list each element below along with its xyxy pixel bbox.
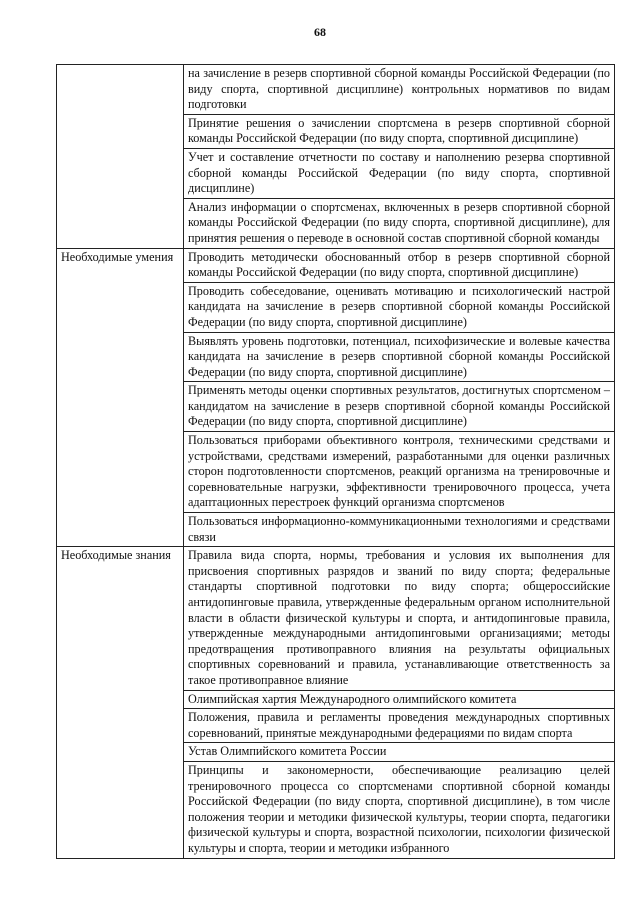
table-row xyxy=(57,65,615,115)
section-label-knowledge: Необходимые знания xyxy=(57,547,184,858)
table-cell: Применять методы оценки спортивных результатов, достигнутых спортсменом – кандидатом на зачисление в резерв спортивной сборной команды Российской Федерации (по виду спорта, спортивной дисциплине) xyxy=(184,382,615,432)
table-cell: Положения, правила и регламенты проведения международных спортивных соревнований, принятые международными федерациями по видам спорта xyxy=(184,709,615,743)
table-cell: Устав Олимпийского комитета России xyxy=(184,743,615,762)
table-cell: Пользоваться информационно-коммуникационными технологиями и средствами связи xyxy=(184,513,615,547)
table-cell: Выявлять уровень подготовки, потенциал, психофизические и волевые качества кандидата на зачисление в резерв спортивной сборной команды Российской Федерации (по виду спорта, спортивной дисциплине) xyxy=(184,332,615,382)
page-number: 68 xyxy=(314,25,326,39)
section-label-continued xyxy=(57,65,184,249)
table-cell: Правила вида спорта, нормы, требования и условия их выполнения для присвоения спортивных разрядов и званий по виду спорта; федеральные стандарты спортивной подготовки по виду спорта; общероссийские антидопинговые правила, утвержденные федеральным органом исполнительной власти в области физической культуры и спорта, и антидопинговые правила, утвержденные международными антидопинговыми организациями; методы предотвращения противоправного влияния на результаты официальных спортивных соревнований и правила, устанавливающие ответственность за такое противоправное влияние xyxy=(184,547,615,690)
table-cell: Олимпийская хартия Международного олимпийского комитета xyxy=(184,690,615,709)
table-cell: Проводить методически обоснованный отбор в резерв спортивной сборной команды Российской Федерации (по виду спорта, спортивной дисциплине) xyxy=(184,248,615,282)
table-cell: Учет и составление отчетности по составу и наполнению резерва спортивной сборной команды Российской Федерации (по виду спорта, спортивной дисциплине) xyxy=(184,148,615,198)
table-row xyxy=(57,547,615,690)
section-label-skills: Необходимые умения xyxy=(57,248,184,547)
table-cell: Пользоваться приборами объективного контроля, техническими средствами и устройствами, средствами измерений, разработанными для оценки различных сторон подготовленности спортсменов, реакций организма на тренировочные и соревновательные нагрузки, эффективности тренировочного процесса, учета адаптационных перестроек функций организма спортсменов xyxy=(184,432,615,513)
table-cell: на зачисление в резерв спортивной сборной команды Российской Федерации (по виду спорта, спортивной дисциплине) контрольных нормативов по видам подготовки xyxy=(184,65,615,115)
qualification-table xyxy=(56,64,615,859)
table-cell: Принятие решения о зачислении спортсмена в резерв спортивной сборной команды Российской Федерации (по виду спорта, спортивной дисциплине) xyxy=(184,114,615,148)
table-row xyxy=(57,248,615,282)
table-cell: Анализ информации о спортсменах, включенных в резерв спортивной сборной команды Российской Федерации (по виду спорта, спортивной дисциплине), для принятия решения о переводе в основной состав спортивной сборной команды xyxy=(184,198,615,248)
table-cell: Принципы и закономерности, обеспечивающие реализацию целей тренировочного процесса со спортсменами спортивной сборной команды Российской Федерации (по виду спорта, спортивной дисциплине), в том числе положения теории и методики физической культуры, теории спорта, педагогики физической культуры и спорта, возрастной психологии, психологии физической культуры и спорта, теории и методики избранного xyxy=(184,761,615,858)
table-cell: Проводить собеседование, оценивать мотивацию и психологический настрой кандидата на зачисление в резерв спортивной сборной команды Российской Федерации (по виду спорта, спортивной дисциплине) xyxy=(184,282,615,332)
